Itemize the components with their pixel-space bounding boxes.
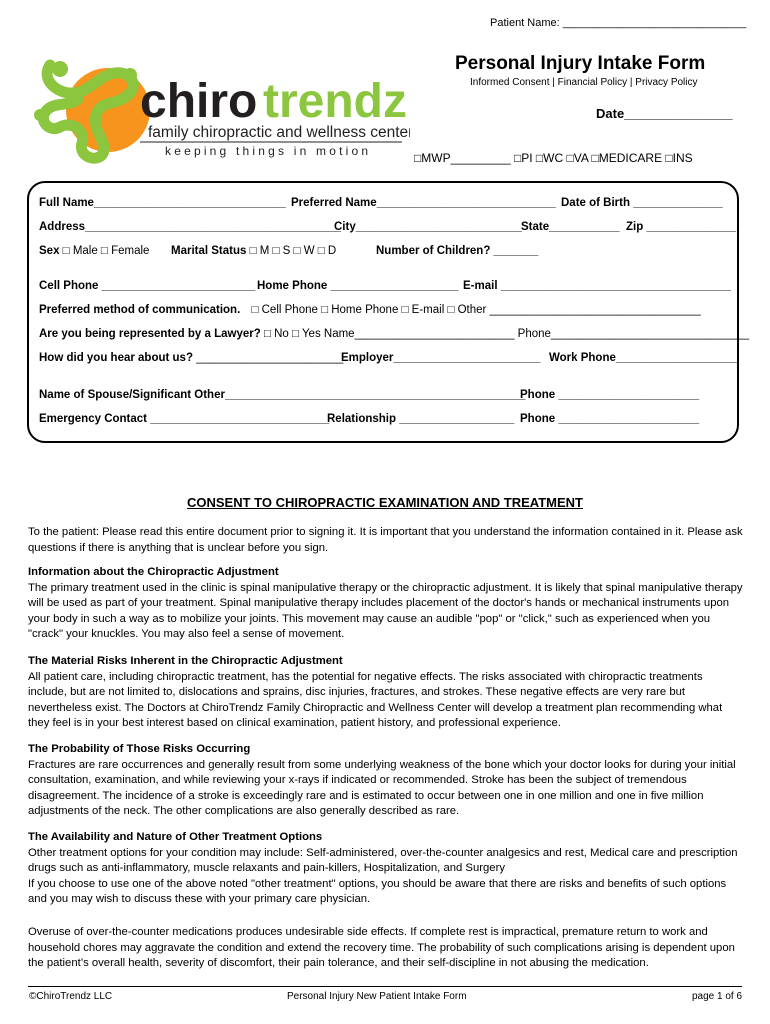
email-field[interactable]: E-mail ____________________________________ [463, 280, 731, 292]
spouse-phone-field[interactable]: Phone ______________________ [520, 389, 700, 401]
section-body: Fractures are rare occurrences and generally result from some underlying weakness of the bone which your doctor looks for during your initial consultation, examination, and while reviewing your x-rays if indicated or recommended. Stroke has been the subject of tremendous disagreement. The incidence of a stroke is exceedingly rare and is estimated to occur between one in one million and one in five million adjustments of the neck. The other complications are also generally described as rare. [28, 758, 736, 818]
section-heading: Information about the Chiropractic Adjustment [28, 566, 279, 578]
spouse-field[interactable]: Name of Spouse/Significant Other_______________________________________________ [39, 389, 526, 401]
emergency-phone-field[interactable]: Phone ______________________ [520, 413, 700, 425]
footer-divider [28, 986, 742, 987]
consent-title: CONSENT TO CHIROPRACTIC EXAMINATION AND TREATMENT [186, 495, 583, 510]
footer-form-name: Personal Injury New Patient Intake Form [287, 991, 467, 1002]
referral-line[interactable]: _______________________ [196, 352, 344, 364]
section-other-options [28, 830, 743, 908]
logo-tagline: family chiropractic and wellness center [148, 124, 410, 141]
lawyer-options[interactable]: □ No □ Yes Name_________________________ Phone_______________________________ [263, 328, 750, 340]
logo-brand-trendz: trendz [263, 75, 407, 128]
consent-intro: To the patient: Please read this entire document prior to signing it. It is important that you understand the information contained in it. Please ask questions if there is anything that is unclear before you sign. [28, 526, 743, 554]
section-heading: The Availability and Nature of Other Treatment Options [28, 831, 323, 843]
lawyer-label: Are you being represented by a Lawyer? [39, 328, 261, 340]
work-phone-field[interactable]: Work Phone___________________ [549, 352, 738, 364]
emergency-contact-field[interactable]: Emergency Contact ____________________________ [39, 413, 330, 425]
marital-status-row [171, 245, 336, 257]
section-material-risks [28, 654, 743, 732]
logo-brand-chiro: chiro [140, 75, 258, 128]
sex-options[interactable]: □ Male □ Female [62, 245, 150, 257]
footer-copyright: ©ChiroTrendz LLC [29, 991, 113, 1002]
section-heading: The Material Risks Inherent in the Chiropractic Adjustment [28, 655, 343, 667]
marital-status-options[interactable]: □ M □ S □ W □ D [249, 245, 337, 257]
patient-name-field[interactable]: Patient Name: ______________________________ [490, 17, 747, 29]
referral-label: How did you hear about us? [39, 352, 193, 364]
zip-field[interactable]: Zip ______________ [626, 221, 736, 233]
footer-page-number: page 1 of 6 [692, 991, 743, 1002]
city-field[interactable]: City__________________________ [334, 221, 523, 233]
date-of-birth-field[interactable]: Date of Birth ______________ [561, 197, 723, 209]
form-title: Personal Injury Intake Form [455, 53, 706, 74]
preferred-communication-row [39, 304, 701, 316]
lawyer-row [39, 328, 749, 340]
section-body: If you choose to use one of the above noted "other treatment" options, you should be aware that there are risks and benefits of such options and you may wish to discuss these with your primary care physician. [28, 877, 727, 906]
section-overuse: Overuse of over-the-counter medications produces undesirable side effects. If complete rest is impractical, premature return to work and household chores may aggravate the condition and extend the recovery time. The probability of such complications arising is dependent upon the patient’s overall health, severity of discomfort, their pain tolerance, and their self-discipline in not abusing the medication. [28, 926, 735, 970]
referral-row [39, 352, 343, 364]
section-probability [28, 742, 743, 820]
chirotrendz-logo [30, 55, 410, 170]
state-field[interactable]: State___________ [521, 221, 620, 233]
sex-row [39, 245, 149, 257]
date-field[interactable]: Date_______________ [596, 106, 733, 121]
address-field[interactable]: Address________________________________________ [39, 221, 341, 233]
form-subtitle: Informed Consent | Financial Policy | Privacy Policy [470, 77, 698, 88]
section-body: All patient care, including chiropractic treatment, has the potential for negative effects. The risks associated with chiropractic treatments include, but are not limited to, dislocations and sprains, disc injuries, fractures, and strokes. These negative effects are very rare but nevertheless exist. The Doctors at ChiroTrendz Family Chiropractic and Wellness Center will develop a treatment plan recommending what they feel is in your best interest based on clinical examination, patient history, and professional experience. [28, 670, 723, 730]
preferred-communication-label: Preferred method of communication. [39, 304, 241, 316]
section-body: The primary treatment used in the clinic is spinal manipulative therapy or the chiropractic adjustment. It is likely that spinal manipulative therapy will be used as part of your treatment. Spinal manipulative therapy includes placement of the doctor's hands or mechanical instruments upon your body in such a way as to mobilize your joints. This movement may cause an audible "pop" or "click," such as experienced when you "crack" your knuckles. You may also feel a sense of movement. [28, 581, 743, 641]
sex-label: Sex [39, 245, 60, 257]
section-body: Other treatment options for your condition may include: Self-administered, over-the-counter analgesics and rest, Medical care and prescription drugs such as anti-inflammatory, muscle relaxants and pain-killers, Hospitalization, and Surgery [28, 846, 738, 875]
employer-field[interactable]: Employer_______________________ [341, 352, 541, 364]
home-phone-field[interactable]: Home Phone ____________________ [257, 280, 459, 292]
marital-status-label: Marital Status [171, 245, 247, 257]
children-field[interactable]: Number of Children? _______ [376, 245, 539, 257]
cell-phone-field[interactable]: Cell Phone ________________________ [39, 280, 256, 292]
section-adjustment [28, 565, 743, 643]
preferred-communication-options[interactable]: □ Cell Phone □ Home Phone □ E-mail □ Other _________________________________ [251, 304, 701, 316]
preferred-name-field[interactable]: Preferred Name____________________________ [291, 197, 556, 209]
relationship-field[interactable]: Relationship __________________ [327, 413, 515, 425]
full-name-field[interactable]: Full Name______________________________ [39, 197, 286, 209]
insurance-options[interactable]: □MWP_________ □PI □WC □VA □MEDICARE □INS [414, 151, 693, 165]
logo-motto: keeping things in motion [165, 144, 372, 158]
section-heading: The Probability of Those Risks Occurring [28, 743, 251, 755]
